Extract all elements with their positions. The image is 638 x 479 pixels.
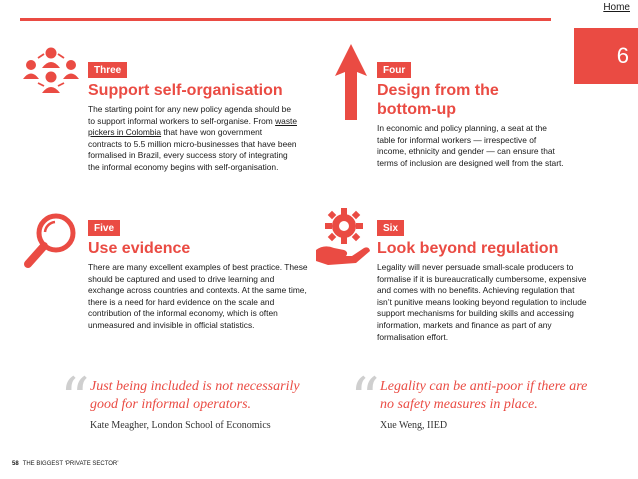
section-body [88, 104, 298, 174]
section-six [377, 218, 587, 343]
people-network-icon [22, 44, 80, 96]
magnifier-icon [22, 210, 80, 270]
chapter-number: 6 [616, 43, 629, 68]
quote-author: Kate Meagher, London School of Economics [90, 420, 271, 431]
section-title: Look beyond regulation [377, 240, 559, 257]
section-label: Six [377, 220, 404, 236]
section-three [88, 60, 298, 174]
quote-weng [350, 365, 596, 433]
quote-mark-icon: “ [60, 365, 90, 433]
quote-author: Xue Weng, IIED [380, 420, 448, 431]
body-text: The starting point for any new policy agenda should be to support informal workers to self-organise. From [88, 104, 291, 126]
section-title: Use evidence [88, 240, 191, 257]
gear-hand-icon [314, 206, 370, 266]
section-label: Four [377, 62, 411, 78]
section-title: Design from the bottom-up [377, 82, 499, 118]
section-four [377, 60, 577, 169]
up-arrow-icon [333, 42, 369, 122]
footer-title: THE BIGGEST ‘PRIVATE SECTOR’ [22, 461, 119, 467]
section-body: Legality will never persuade small-scale producers to formalise if it is bureaucratically cumbersome, expensive and comes with no benefits. Achieving regulation that isn’t punitive means looking beyond regulation to include support mechanisms for building skills and accessing information, markets and finance as part of any formalisation effort. [377, 262, 587, 342]
footer-page-number: 58 [12, 461, 19, 467]
quote-meagher [60, 365, 316, 433]
quote-text: Just being included is not necessarily good for informal operators. [90, 379, 300, 412]
section-five [88, 218, 308, 332]
section-label: Three [88, 62, 127, 78]
section-label: Five [88, 220, 120, 236]
body-text: that have won government contracts to 5.5 million micro-businesses that have been formalised in Brazil, every success story of integrating the informal economy begins with self-organisation. [88, 127, 297, 172]
home-link[interactable]: Home [603, 2, 630, 13]
section-body: In economic and policy planning, a seat at the table for informal workers — irrespective of income, ethnicity and gender — can ensure that terms of inclusion are designed well from the start. [377, 123, 564, 168]
quote-text: Legality can be anti-poor if there are no safety measures in place. [380, 379, 588, 412]
waste-pickers-link[interactable]: waste pickers in Colombia [88, 115, 297, 138]
page-footer [12, 461, 119, 467]
top-divider [20, 18, 551, 21]
section-body: There are many excellent examples of best practice. These should be captured and used to drive learning and exchange across countries and contexts. At the same time, there is a need for hard evidence on the scale and contribution of the informal economy, which is often unmeasured and invisible in official statistics. [88, 262, 308, 330]
section-title: Support self-organisation [88, 82, 283, 99]
quote-mark-icon: “ [350, 365, 380, 433]
chapter-tab[interactable] [574, 28, 638, 84]
